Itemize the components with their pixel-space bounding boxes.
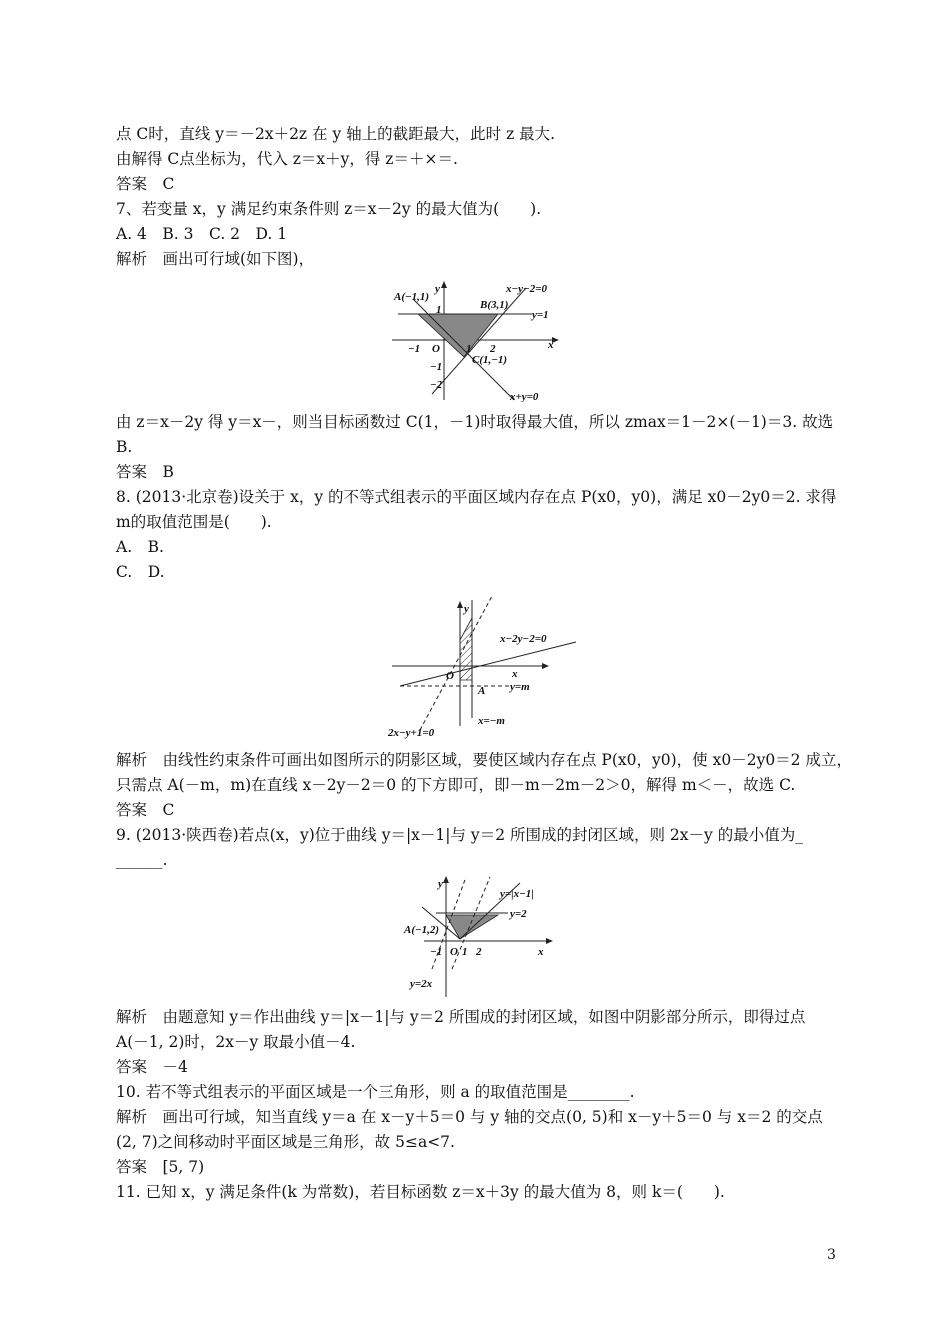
text-line: (2, 7)之间移动时平面区域是三角形，故 5≤a<7. xyxy=(116,1133,455,1151)
text-line: C. D. xyxy=(116,563,165,581)
fig1-label: y=1 xyxy=(532,309,549,321)
text-line: 由解得 C点坐标为，代入 z＝x＋y，得 z＝＋×＝. xyxy=(116,150,458,168)
text-line: m的取值范围是( ). xyxy=(116,513,272,531)
fig1-label: 1 xyxy=(436,304,442,316)
figure-feasible-region-1 xyxy=(392,276,572,402)
figure-closed-region-3 xyxy=(402,873,554,999)
fig2-label: 2x−y+1=0 xyxy=(388,727,435,739)
text-line: 答案 C xyxy=(116,175,175,193)
text-line: 点 C时，直线 y＝－2x＋2z 在 y 轴上的截距最大，此时 z 最大. xyxy=(116,125,556,143)
fig3-label: y=2x xyxy=(410,978,433,990)
fig3-label: y=|x−1| xyxy=(500,888,534,900)
fig3-label: y xyxy=(438,878,443,890)
page-number: 3 xyxy=(827,1247,836,1263)
text-line: 答案 C xyxy=(116,801,175,819)
fig2-label: x−2y−2=0 xyxy=(500,633,547,645)
text-line: 8. (2013·北京卷)设关于 x，y 的不等式组表示的平面区域内存在点 P(x0，y0)，满足 x0－2y0＝2. 求得 xyxy=(116,488,837,506)
figure-feasible-region-2 xyxy=(386,590,582,740)
fig2-label: y xyxy=(464,603,469,615)
fig1-label: 1 xyxy=(466,343,472,355)
text-line: B. xyxy=(116,438,133,456)
fig3-label: 1 xyxy=(462,946,468,958)
text-line: ______. xyxy=(116,851,168,869)
text-line: A(－1, 2)时，2x－y 取最小值－4. xyxy=(116,1033,356,1051)
fig2-label: x=−m xyxy=(478,715,505,727)
fig3-label: x xyxy=(538,946,544,958)
fig1-label: −1 xyxy=(430,361,443,373)
text-line: 9. (2013·陕西卷)若点(x，y)位于曲线 y＝|x－1|与 y＝2 所围成的封闭区域，则 2x－y 的最小值为_ xyxy=(116,826,803,844)
text-line: 7、若变量 x，y 满足约束条件则 z＝x－2y 的最大值为( ). xyxy=(116,200,542,218)
fig1-label: y xyxy=(435,283,440,295)
text-line: 11. 已知 x，y 满足条件(k 为常数)，若目标函数 z＝x＋3y 的最大值为 8，则 k＝( ). xyxy=(116,1183,725,1201)
fig2-label: x xyxy=(512,668,518,680)
text-line: 由 z＝x－2y 得 y＝x－，则当目标函数过 C(1，－1)时取得最大值，所以 zmax＝1－2×(－1)＝3. 故选 xyxy=(116,413,834,431)
text-line: 解析 由线性约束条件可画出如图所示的阴影区域，要使区域内存在点 P(x0，y0)，使 x0－2y0＝2 成立， xyxy=(116,751,852,769)
fig1-label: −1 xyxy=(408,343,421,355)
fig1-label: B(3,1) xyxy=(480,299,509,311)
text-line: 解析 画出可行域，知当直线 y＝a 在 x－y＋5＝0 与 y 轴的交点(0, 5)和 x－y＋5＝0 与 x＝2 的交点 xyxy=(116,1108,823,1126)
fig1-label: A(−1,1) xyxy=(394,291,430,303)
fig1-label: x+y=0 xyxy=(510,391,539,402)
fig1-label: O xyxy=(432,343,440,355)
fig2-label: A xyxy=(478,685,486,697)
fig3-label: A(−1,2) xyxy=(404,924,440,936)
text-line: 只需点 A(－m，m)在直线 x－2y－2＝0 的下方即可，即－m－2m－2＞0，解得 m＜－，故选 C. xyxy=(116,776,796,794)
fig3-label: −1 xyxy=(430,946,443,958)
fig1-label: 2 xyxy=(490,343,496,355)
fig1-label: C(1,−1) xyxy=(472,354,508,366)
text-line: A. 4 B. 3 C. 2 D. 1 xyxy=(116,225,288,243)
text-line: 解析 画出可行域(如下图)， xyxy=(116,250,315,268)
fig3-label: O xyxy=(450,946,458,958)
fig1-label: x xyxy=(548,339,554,351)
text-line: A. B. xyxy=(116,538,164,556)
fig3-label: y=2 xyxy=(510,908,527,920)
text-line: 答案 [5, 7) xyxy=(116,1158,205,1176)
fig3-label: 2 xyxy=(476,946,482,958)
text-line: 答案 B xyxy=(116,463,174,481)
fig1-label: −2 xyxy=(430,379,443,391)
fig1-label: x−y−2=0 xyxy=(506,283,547,295)
fig2-label: y=m xyxy=(510,681,530,693)
text-line: 答案 －4 xyxy=(116,1058,188,1076)
text-line: 10. 若不等式组表示的平面区域是一个三角形，则 a 的取值范围是________. xyxy=(116,1083,635,1101)
fig2-label: O xyxy=(446,670,454,682)
text-line: 解析 由题意知 y＝作出曲线 y＝|x－1|与 y＝2 所围成的封闭区域，如图中阴影部分所示，即得过点 xyxy=(116,1008,806,1026)
